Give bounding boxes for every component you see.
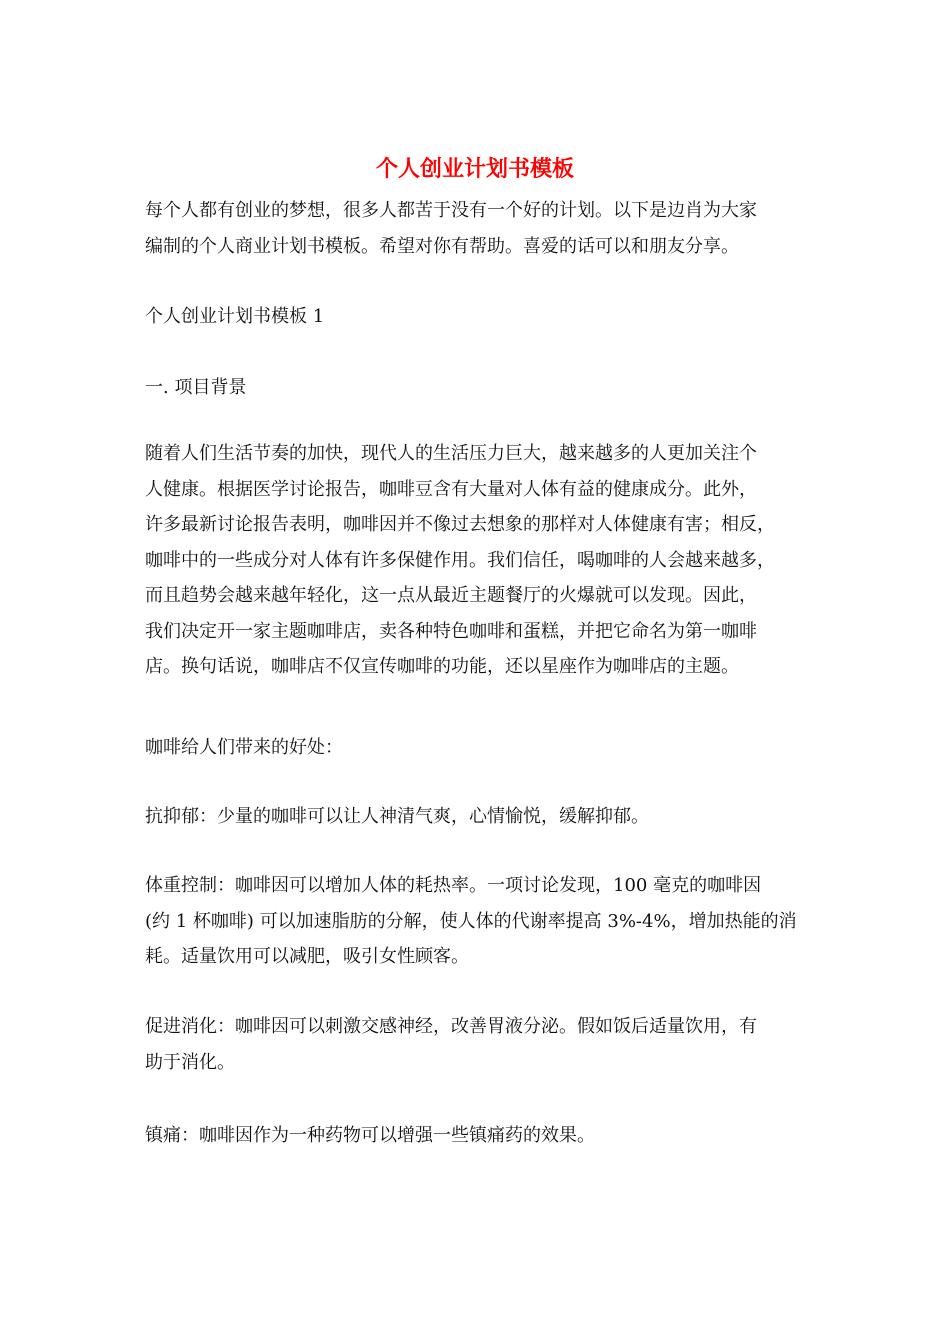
text-line: (约 1 杯咖啡) 可以加速脂肪的分解，使人体的代谢率提高 3%-4%，增加热能的消: [145, 910, 797, 932]
text-line: 我们决定开一家主题咖啡店，卖各种特色咖啡和蛋糕，并把它命名为第一咖啡: [145, 620, 757, 642]
text-line: 许多最新讨论报告表明，咖啡因并不像过去想象的那样对人体健康有害；相反，: [145, 514, 775, 535]
section-title: 个人创业计划书模板 1: [145, 306, 325, 327]
text-line: 随着人们生活节奏的加快，现代人的生活压力巨大，越来越多的人更加关注个: [145, 443, 757, 464]
benefit-antidepression: [145, 799, 815, 835]
text-line: 编制的个人商业计划书模板。希望对你有帮助。喜爱的话可以和朋友分享。: [145, 235, 739, 257]
background-paragraph: [145, 436, 815, 685]
text-line: 镇痛：咖啡因作为一种药物可以增强一些镇痛药的效果。: [145, 1125, 595, 1146]
benefit-digestion: [145, 1009, 815, 1080]
document-title: 个人创业计划书模板: [375, 156, 574, 182]
benefit-weight-control: [145, 868, 815, 975]
text-line: 助于消化。: [145, 1051, 235, 1073]
benefits-heading: 咖啡给人们带来的好处：: [145, 737, 343, 758]
text-line: 促进消化：咖啡因可以刺激交感神经，改善胃液分泌。假如饭后适量饮用，有: [145, 1016, 757, 1037]
text-line: 抗抑郁：少量的咖啡可以让人神清气爽，心情愉悦，缓解抑郁。: [145, 806, 649, 827]
subsection-title: 一. 项目背景: [145, 377, 247, 398]
intro-paragraph: [145, 193, 815, 264]
text-line: 耗。适量饮用可以减肥，吸引女性顾客。: [145, 946, 469, 967]
text-line: 体重控制：咖啡因可以增加人体的耗热率。一项讨论发现，100 毫克的咖啡因: [145, 875, 762, 896]
text-line: 人健康。根据医学讨论报告，咖啡豆含有大量对人体有益的健康成分。此外，: [145, 478, 757, 500]
text-line: 每个人都有创业的梦想，很多人都苦于没有一个好的计划。以下是边肖为大家: [145, 200, 757, 221]
text-line: 店。换句话说，咖啡店不仅宣传咖啡的功能，还以星座作为咖啡店的主题。: [145, 656, 739, 677]
benefit-analgesic: [145, 1118, 815, 1154]
text-line: 而且趋势会越来越年轻化，这一点从最近主题餐厅的火爆就可以发现。因此，: [145, 585, 757, 606]
text-line: 咖啡中的一些成分对人体有许多保健作用。我们信任，喝咖啡的人会越来越多，: [145, 549, 775, 571]
